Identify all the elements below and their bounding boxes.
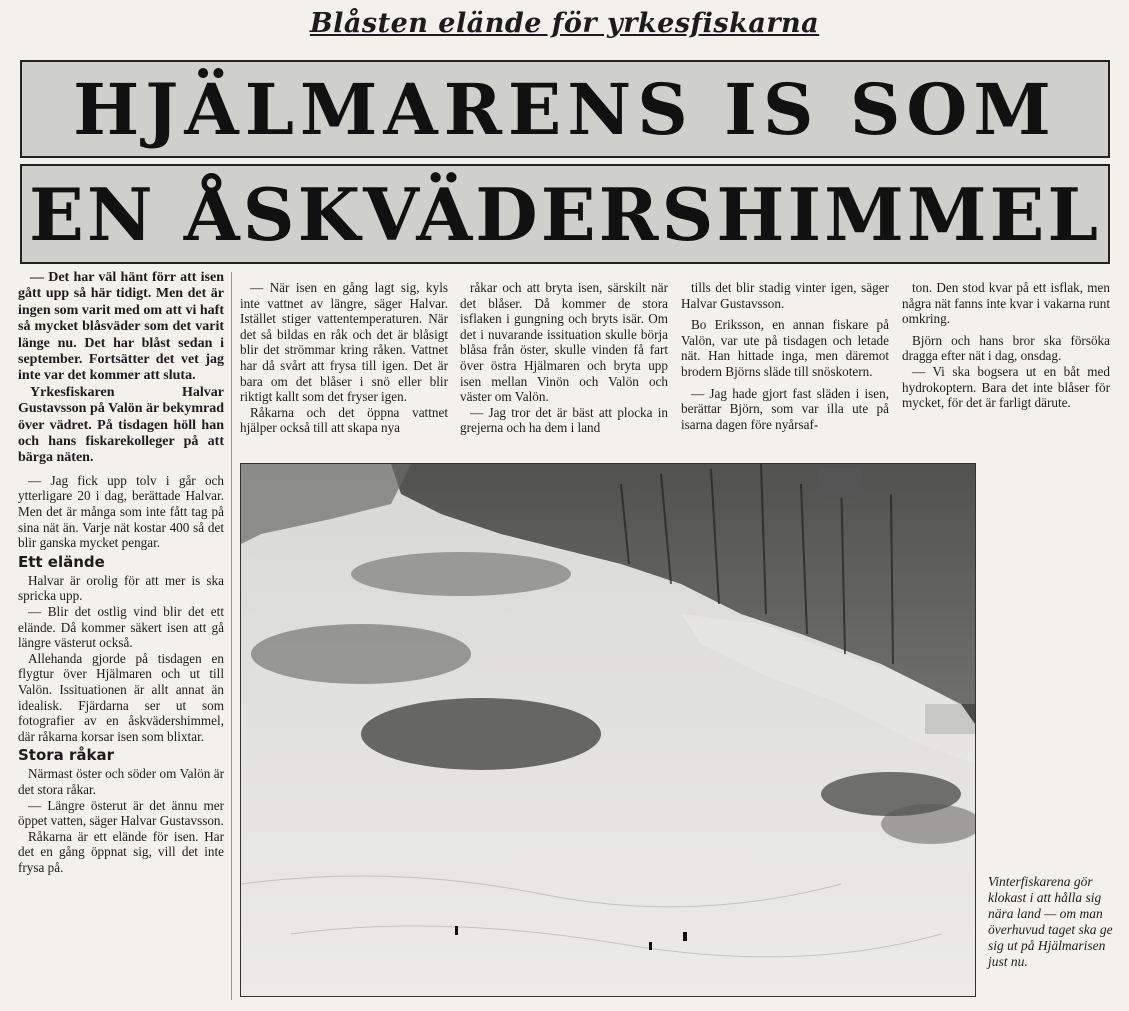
- body-paragraph: — Längre österut är det ännu mer öppet vatten, säger Halvar Gustavsson.: [18, 797, 224, 829]
- body-paragraph: Halvar är orolig för att mer is ska spricka upp.: [18, 572, 224, 604]
- column-4: [681, 280, 889, 460]
- body-paragraph: — Jag tror det är bäst att plocka in grejerna och ha dem i land: [460, 404, 668, 436]
- lead-paragraph-2: Yrkesfiskaren Halvar Gustavsson på Valön är bekymrad över vädret. På tisdagen höll han och hans fiskarekolleger på att bärga näten.: [18, 384, 224, 466]
- body-paragraph: Råkarna är ett elände för isen. Har det en gång öppnat sig, vill det inte frysa på.: [18, 828, 224, 875]
- cabin-shape: [819, 468, 861, 498]
- subheading-stora-rakar: Stora råkar: [18, 746, 115, 765]
- photo-caption: Vinterfiskarena gör klokast i att hålla sig nära land — om man överhuvud taget ska ge sig ut på Hjälmarisen just nu.: [988, 874, 1113, 969]
- body-paragraph: Allehanda gjorde på tisdagen en flygtur över Hjälmaren och ut till Valön. Issituationen är allt annat än idealisk. Fjärdarna ser ut som fotografier av en åskvädershimmel, där råkarna korsar isen som blixtar.: [18, 650, 224, 744]
- body-paragraph: tills det blir stadig vinter igen, säger Halvar Gustavsson.: [681, 280, 889, 311]
- lead-paragraph: — Det har väl hänt förr att isen gått upp så här tidigt. Men det är ingen som varit med om att vi haft så mycket blåsväder som det varit länge nu. Det har blåst sedan i september. Fortsätter det vet jag inte var det kommer att sluta.: [18, 270, 224, 384]
- body-paragraph: — Vi ska bogsera ut en båt med hydrokoptern. Bara det inte blåser för mycket, för det är farligt därute.: [902, 363, 1110, 411]
- body-paragraph: Råkarna och det öppna vattnet hjälper också till att skapa nya: [240, 404, 448, 436]
- body-paragraph: Bo Eriksson, en annan fiskare på Valön, var ute på tisdagen och letade nät. Han hittade inga, men däremot brodern Björns släde till snöskotern.: [681, 317, 889, 379]
- body-paragraph: — När isen en gång lagt sig, kyls inte vattnet av längre, säger Halvar. Istället stiger vattentemperaturen. När det så bildas en råk och det är blåsigt blir det strömmar kring råken. Vattnet har då svårt att frysa till igen. Det är bara om det blåser i snö eller blir riktigt kallt som det fryser igen.: [240, 280, 448, 405]
- body-paragraph: ton. Den stod kvar på ett isflak, men några nät fanns inte kvar i vakarna runt omkring.: [902, 280, 1110, 327]
- body-paragraph: råkar och att bryta isen, särskilt när det blåser. Då kommer de stora isflaken i gungning och bryts isär. Om det i nuvarande issituation skulle börja blåsa från öster, skulle vinden få fart över östra Hjälmaren och bryta upp isen mellan Vinön och Valön och väster om Valön.: [460, 280, 668, 405]
- headline-line-1: HJÄLMARENS IS SOM: [20, 60, 1110, 158]
- kicker-headline: Blåsten elände för yrkesfiskarna: [309, 8, 820, 39]
- body-paragraph: — Jag hade gjort fast släden i isen, berättar Björn, som var illa ute på isarna dagen före nyårsaf-: [681, 385, 889, 432]
- aerial-lake-photo: [240, 463, 976, 997]
- column-divider: [231, 272, 232, 1000]
- column-1: [18, 270, 224, 1005]
- column-5: [902, 280, 1110, 460]
- body-paragraph: — Jag fick upp tolv i går och ytterligare 20 i dag, berättade Halvar. Men det är många som inte fått tag på sina nät än. Varje nät kostar 400 så det blir ganska mycket pengar.: [18, 472, 224, 551]
- column-2: [240, 280, 448, 460]
- body-paragraph: Närmast öster och söder om Valön är det stora råkar.: [18, 766, 224, 797]
- column-3: [460, 280, 668, 460]
- subheading-ett-elande: Ett elände: [18, 552, 105, 571]
- body-paragraph: Björn och hans bror ska försöka dragga efter nät i dag, onsdag.: [902, 332, 1110, 364]
- body-paragraph: — Blir det ostlig vind blir det ett elände. Då kommer säkert isen att gå längre västerut också.: [18, 604, 224, 651]
- headline-line-2: EN ÅSKVÄDERSHIMMEL: [20, 164, 1110, 264]
- photo-illustration: [241, 464, 975, 996]
